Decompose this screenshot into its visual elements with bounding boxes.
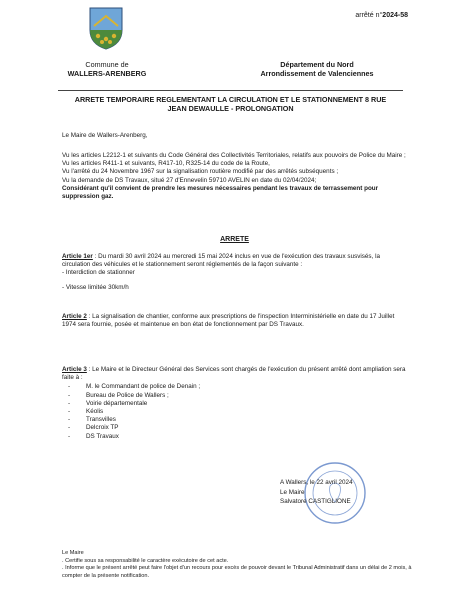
article-3-label: Article 3 [62, 366, 87, 373]
commune-name: WALLERS-ARENBERG [67, 69, 147, 78]
considerant: Considérant qu'il convient de prendre les mesures nécessaires pendant les travaux de terrassement pour suppression gaz. [62, 184, 379, 201]
article-3-separator: : [86, 366, 93, 373]
visa-3: Vu l'arrêté du 24 Novembre 1967 sur la signalisation routière modifié par des arrêtés subséquents ; [62, 168, 339, 176]
signature-block [280, 478, 410, 507]
article-1-label: Article 1er [62, 253, 93, 260]
article-1-separator: : [92, 253, 99, 260]
article-3-text: Le Maire et le Directeur Général des Services sont chargés de l'exécution du présent arrêté dont ampliation sera faite à : [62, 366, 406, 382]
title-line-1: ARRETE TEMPORAIRE REGLEMENTANT LA CIRCULATION ET LE STATIONNEMENT 8 RUE [74, 95, 387, 104]
visa-4: Vu la demande de DS Travaux, situé 27 d'Ennevelin 59710 AVELIN en date du 02/04/2024; [62, 176, 317, 184]
arrondissement-name: Arrondissement de Valenciennes [260, 69, 374, 78]
article-2-label: Article 2 [62, 313, 87, 320]
recipient-item: - Kéolis [86, 408, 407, 416]
visa-2: Vu les articles R411-1 et suivants, R417-10, R325-14 du code de la Route, [62, 160, 270, 168]
preamble-visas [62, 152, 407, 201]
article-2-text: La signalisation de chantier, conforme aux prescriptions de l'inspection Interministérielle en date du 17 Juillet 1974 sera fournie, posée et maintenue en bon état de fonctionnement par DS Travaux. [62, 313, 395, 329]
footer-recours: . Informe que le présent arrêté peut faire l'objet d'un recours pour excès de pouvoir devant le Tribunal Administratif dans un délai de 2 mois, à compter de la présente notification. [62, 565, 412, 579]
recipient-item: - DS Travaux [86, 433, 407, 441]
arrete-heading: ARRETE [220, 236, 249, 243]
recipient-item: - M. le Commandant de police de Denain ; [86, 383, 407, 391]
footer-maire: Le Maire [62, 550, 84, 556]
recipient-list [62, 383, 407, 440]
article-1 [62, 253, 407, 292]
arrete-number-value: 2024-58 [382, 12, 408, 19]
article-2 [62, 313, 407, 329]
article-1-item: - Vitesse limitée 30km/h [62, 283, 129, 291]
arrete-number [355, 12, 408, 19]
article-1-item: - Interdiction de stationner [62, 269, 135, 277]
article-3 [62, 366, 407, 441]
article-1-text: Du mardi 30 avril 2024 au mercredi 15 mai 2024 inclus en vue de l'exécution des travaux susvisés, la circulation des véhicules et le stationnement seront réglementés de la façon suivante : [62, 253, 380, 269]
document-title [58, 95, 403, 113]
article-2-separator: : [86, 313, 93, 320]
footer-certifie: . Certifie sous sa responsabilité le caractère exécutoire de cet acte. [62, 557, 229, 564]
recipient-item: - Delcroix TP [86, 424, 407, 432]
recipient-item: - Voirie départementale [86, 400, 407, 408]
commune-crest-icon [88, 6, 124, 50]
footer-notice [62, 550, 422, 580]
signature-place-date: A Wallers, le 22 avril 2024 [280, 479, 353, 486]
departement-block [232, 60, 402, 78]
signature-name: Salvatore CASTIGLIONE [280, 498, 351, 505]
commune-label: Commune de [85, 60, 129, 69]
arrete-prefix: arrêté n° [355, 12, 383, 19]
recipient-item: - Bureau de Police de Wallers ; [86, 392, 407, 400]
title-line-2: JEAN DEWAULLE - PROLONGATION [167, 104, 294, 113]
commune-block [52, 60, 162, 78]
visa-1: Vu les articles L2212-1 et suivants du Code Général des Collectivités Territoriales, relatifs aux pouvoirs de Police du Maire ; [62, 152, 406, 159]
recipient-item: - Transvilles [86, 416, 407, 424]
departement-name: Département du Nord [280, 60, 354, 69]
maire-intro: Le Maire de Wallers-Arenberg, [62, 132, 148, 139]
header-divider [58, 90, 403, 91]
signature-title: Le Maire [280, 488, 305, 496]
